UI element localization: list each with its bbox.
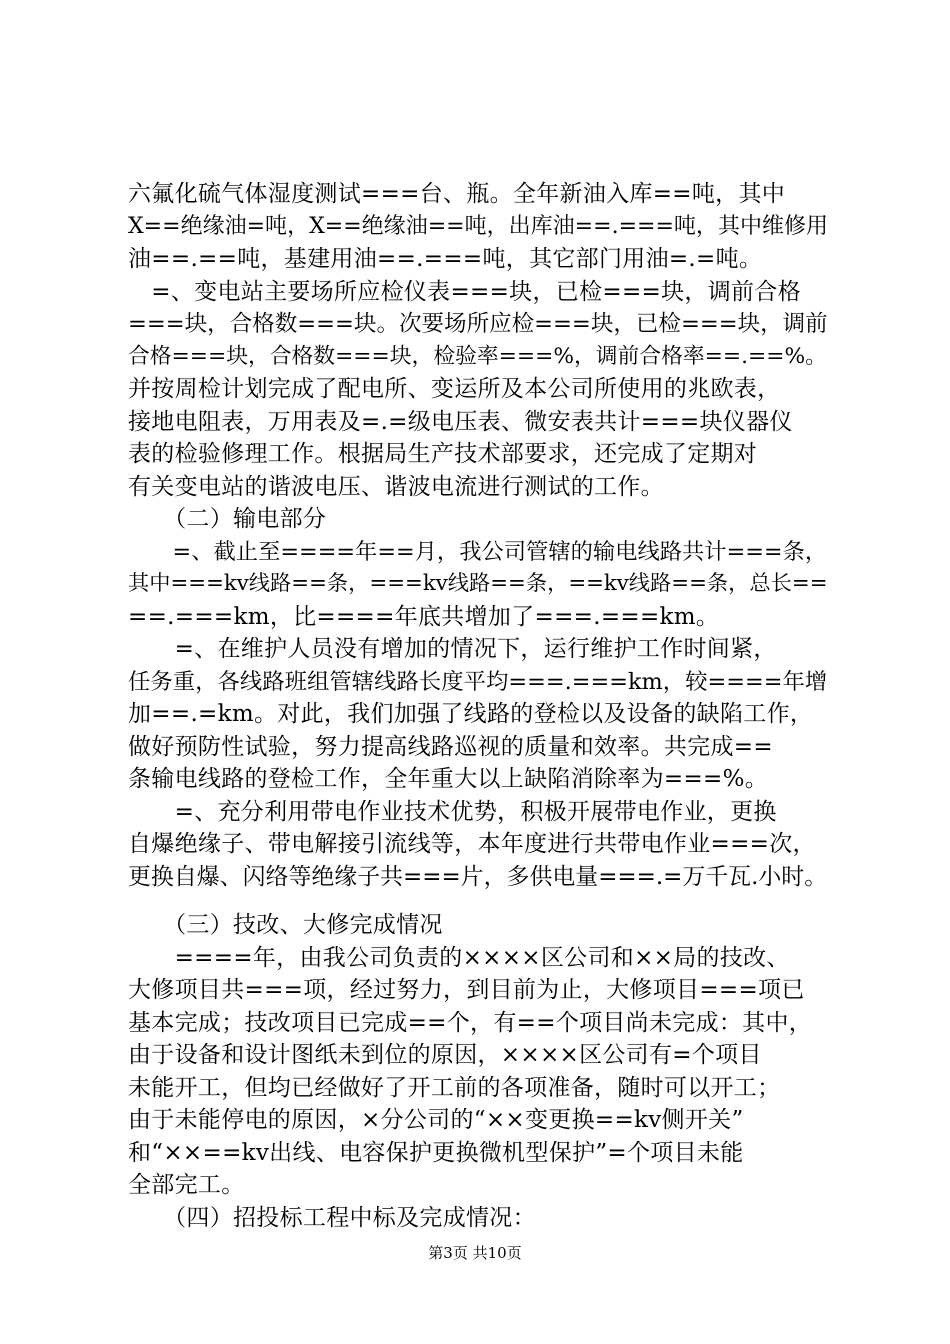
text-line: 大修项目共===项，经过努力，到目前为止，大修项目===项已 (128, 977, 805, 1003)
text-line (128, 893, 828, 909)
text-line: 有关变电站的谐波电压、谐波电流进行测试的工作。 (128, 473, 664, 500)
text-line: ====年，由我公司负责的××××区公司和××局的技改、 (128, 944, 790, 971)
text-line: 基本完成；技改项目已完成==个，有==个项目尚未完成：其中， (128, 1009, 813, 1036)
text-line: ==.===km，比====年底共增加了===.===km。 (128, 603, 720, 630)
text-line: =、在维护人员没有增加的情况下，运行维护工作时间紧， (128, 636, 777, 662)
text-line: X==绝缘油=吨，X==绝缘油==吨，出库油==.===吨，其中维修用 (128, 213, 829, 239)
text-line: 和“××==kv出线、电容保护更换微机型保护”=个项目未能 (128, 1139, 744, 1166)
text-line: （三）技改、大修完成情况 (128, 912, 443, 938)
text-line: 任务重，各线路班组管辖线路长度平均===.===km，较====年增 (128, 668, 828, 695)
text-line: 并按周检计划完成了配电所、变运所及本公司所使用的兆欧表， (128, 376, 781, 402)
text-line: 其中===kv线路==条，===kv线路==条，==kv线路==条，总长== (128, 571, 828, 596)
text-line: 接地电阻表，万用表及=.=级电压表、微安表共计===块仪器仪 (128, 408, 793, 435)
text-line: （四）招投标工程中标及完成情况： (128, 1204, 536, 1231)
text-line: 由于未能停电的原因，×分公司的“××变更换==kv侧开关” (128, 1107, 744, 1133)
text-line: 全部完工。 (128, 1172, 245, 1198)
text-line: 条输电线路的登检工作，全年重大以上缺陷消除率为===%。 (128, 766, 769, 792)
text-line: =、截止至====年==月，我公司管辖的输电线路共计===条， (128, 538, 828, 565)
text-line: =、变电站主要场所应检仪表===块，已检===块，调前合格 (128, 278, 801, 305)
text-line: 合格===块，合格数===块，检验率===%，调前合格率==.==%。 (128, 343, 827, 369)
text-line: ===块，合格数===块。次要场所应检===块，已检===块，调前 (128, 311, 828, 337)
text-line: 更换自爆、闪络等绝缘子共===片，多供电量===.=万千瓦.小时。 (128, 863, 828, 890)
text-line: 自爆绝缘子、带电解接引流线等，本年度进行共带电作业===次， (128, 831, 816, 857)
text-line: 加==.=km。对此，我们加强了线路的登检以及设备的缺陷工作， (128, 701, 814, 727)
document-body (128, 178, 828, 1234)
page-footer: 第3页 共10页 (428, 1244, 522, 1262)
text-line: （二）输电部分 (128, 506, 327, 532)
text-line: 六氟化硫气体湿度测试===台、瓶。全年新油入库==吨，其中 (128, 181, 786, 207)
text-line: 由于设备和设计图纸未到位的原因，××××区公司有=个项目 (128, 1042, 762, 1068)
text-line: 未能开工，但均已经做好了开工前的各项准备，随时可以开工； (128, 1074, 781, 1101)
text-line: 表的检验修理工作。根据局生产技术部要求，还完成了定期对 (128, 441, 758, 467)
text-line: 油==.==吨，基建用油==.===吨，其它部门用油=.=吨。 (128, 246, 763, 272)
text-line: =、充分利用带电作业技术优势，积极开展带电作业，更换 (128, 798, 777, 825)
text-line: 做好预防性试验，努力提高线路巡视的质量和效率。共完成== (128, 733, 773, 760)
